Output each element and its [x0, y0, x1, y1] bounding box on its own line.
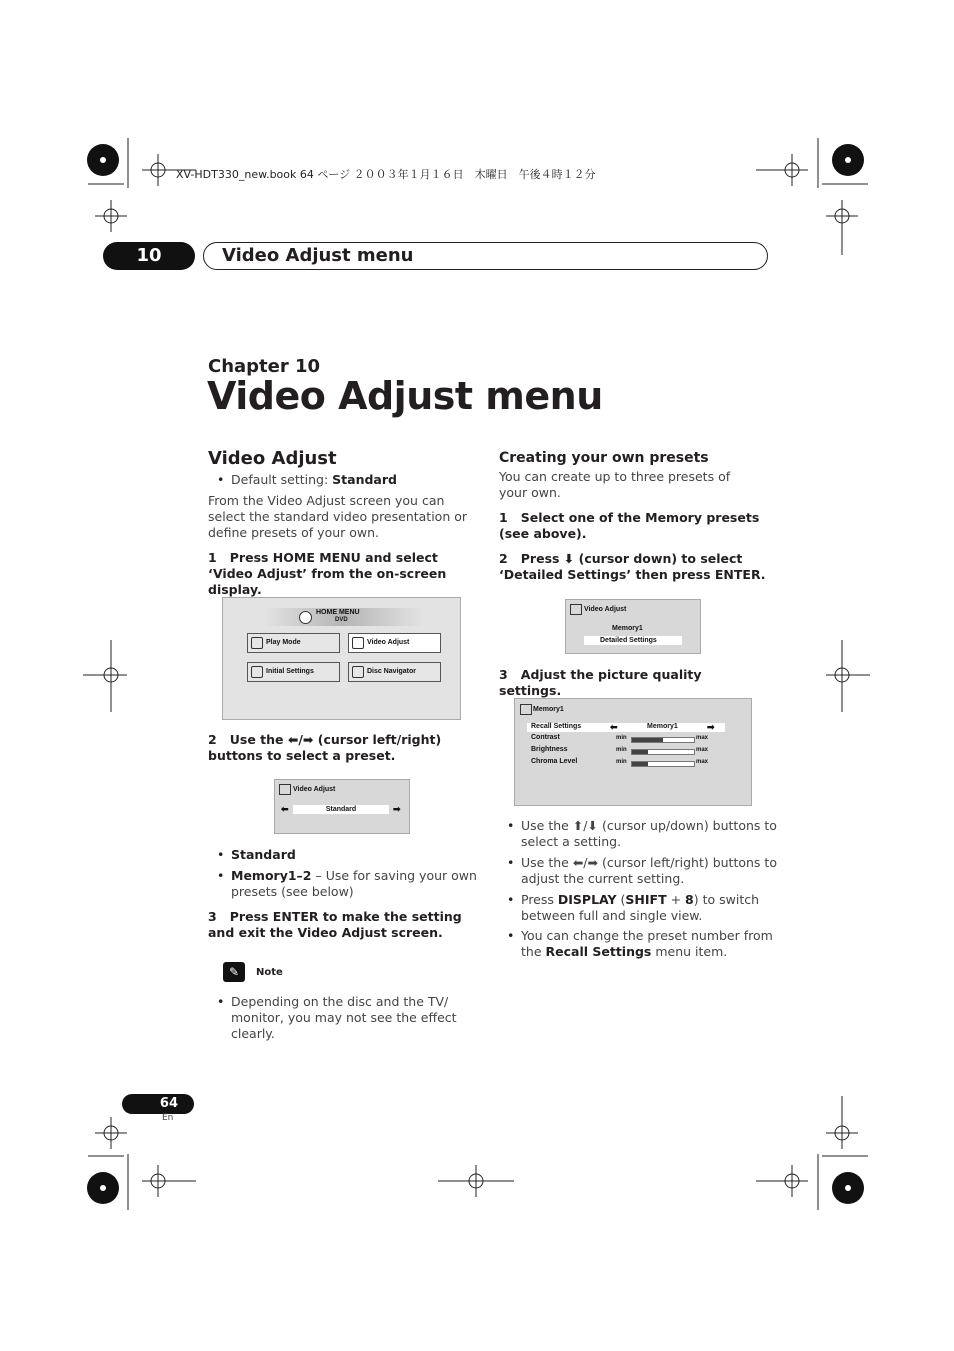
right-bullet-1: • Use the ⬆/⬇ (cursor up/down) buttons to select a setting.	[507, 818, 783, 850]
right-step-3: 3 Adjust the picture quality settings.	[499, 667, 702, 698]
detailed-screen-icon	[570, 604, 582, 615]
right-bullet-3: • Press DISPLAY (SHIFT + 8) to switch between full and single view.	[507, 892, 783, 924]
recall-settings-value: Memory1	[647, 723, 678, 730]
brightness-slider-fill	[632, 750, 648, 754]
file-header: XV-HDT330_new.book 64 ページ ２００３年１月１６日 木曜日 午後４時１２分	[176, 168, 596, 181]
right-bullet-2: • Use the ⬅/➡ (cursor left/right) buttons to adjust the current setting.	[507, 855, 783, 887]
memory-settings-screen	[514, 698, 752, 806]
chroma-slider-fill	[632, 762, 648, 766]
video-adjust-screen-title: Video Adjust	[293, 786, 336, 793]
note-label: Note	[256, 967, 283, 978]
page-number: 64	[122, 1094, 194, 1114]
disc-navigator-icon	[352, 666, 364, 678]
contrast-slider-fill	[632, 738, 663, 742]
play-mode-icon	[251, 637, 263, 649]
default-setting-bullet: • Default setting: Standard	[217, 472, 481, 488]
recall-settings-label: Recall Settings	[531, 723, 582, 730]
note-text: • Depending on the disc and the TV/ monitor, you may not see the effect clearly.	[217, 994, 463, 1042]
home-menu-subtitle: DVD	[335, 617, 348, 623]
left-step-3: 3 Press ENTER to make the setting and exit the Video Adjust screen.	[208, 909, 462, 940]
detailed-screen-value: Memory1	[612, 625, 643, 632]
page-lang: En	[162, 1113, 174, 1123]
max-label: max	[696, 747, 709, 753]
left-intro: From the Video Adjust screen you can select the standard video presentation or define presets of your own.	[208, 493, 468, 540]
video-adjust-screen-icon	[279, 784, 291, 795]
video-adjust-heading: Video Adjust	[208, 448, 337, 469]
left-step-2: 2 Use the ⬅/➡ (cursor left/right) buttons to select a preset.	[208, 732, 442, 763]
bullet-memory: • Memory1–2 – Use for saving your own presets (see below)	[217, 868, 481, 900]
right-step-1: 1 Select one of the Memory presets (see above).	[499, 510, 760, 541]
left-step-1: 1 Press HOME MENU and select ‘Video Adjust’ from the on-screen display.	[208, 550, 447, 597]
memory-screen-icon	[520, 704, 532, 715]
menu-disc-navigator[interactable]: Disc Navigator	[348, 662, 441, 682]
video-adjust-icon	[352, 637, 364, 649]
setting-label-brightness: Brightness	[531, 746, 568, 753]
min-label: min	[616, 735, 627, 741]
bullet-standard: • Standard	[217, 847, 481, 863]
chapter-label: Chapter 10	[208, 356, 321, 377]
initial-settings-icon	[251, 666, 263, 678]
memory-screen-title: Memory1	[533, 706, 564, 713]
max-label: max	[696, 735, 709, 741]
home-menu-title: HOME MENU	[316, 609, 360, 616]
menu-play-mode[interactable]: Play Mode	[247, 633, 340, 653]
recall-right-arrow-icon: ➡	[707, 722, 715, 732]
detailed-screen-title: Video Adjust	[584, 606, 627, 613]
header-title: Video Adjust menu	[222, 245, 414, 266]
disc-icon	[299, 611, 312, 624]
menu-initial-settings[interactable]: Initial Settings	[247, 662, 340, 682]
creating-presets-heading: Creating your own presets	[499, 450, 709, 466]
max-label: max	[696, 759, 709, 765]
setting-label-contrast: Contrast	[531, 734, 560, 741]
recall-left-arrow-icon: ⬅	[610, 722, 618, 732]
chapter-title: Video Adjust menu	[207, 374, 603, 418]
home-menu-screen	[222, 597, 461, 720]
right-bullet-4: • You can change the preset number from the Recall Settings menu item.	[507, 928, 783, 960]
detailed-settings-screen	[565, 599, 701, 654]
contrast-slider[interactable]	[631, 737, 695, 743]
video-adjust-screen	[274, 779, 410, 834]
chroma-slider[interactable]	[631, 761, 695, 767]
min-label: min	[616, 747, 627, 753]
setting-label-chroma: Chroma Level	[531, 758, 578, 765]
menu-video-adjust[interactable]: Video Adjust	[348, 633, 441, 653]
left-arrow-icon: ⬅	[281, 804, 289, 814]
right-arrow-icon: ➡	[393, 804, 401, 814]
note-pencil-icon: ✎	[223, 962, 245, 982]
preset-value: Standard	[293, 805, 389, 814]
right-step-2: 2 Press ⬇ (cursor down) to select ‘Detailed Settings’ then press ENTER.	[499, 551, 766, 582]
min-label: min	[616, 759, 627, 765]
chapter-number-tab: 10	[103, 242, 195, 270]
right-intro: You can create up to three presets of your own.	[499, 469, 731, 500]
brightness-slider[interactable]	[631, 749, 695, 755]
detailed-settings-option[interactable]: Detailed Settings	[584, 636, 682, 645]
